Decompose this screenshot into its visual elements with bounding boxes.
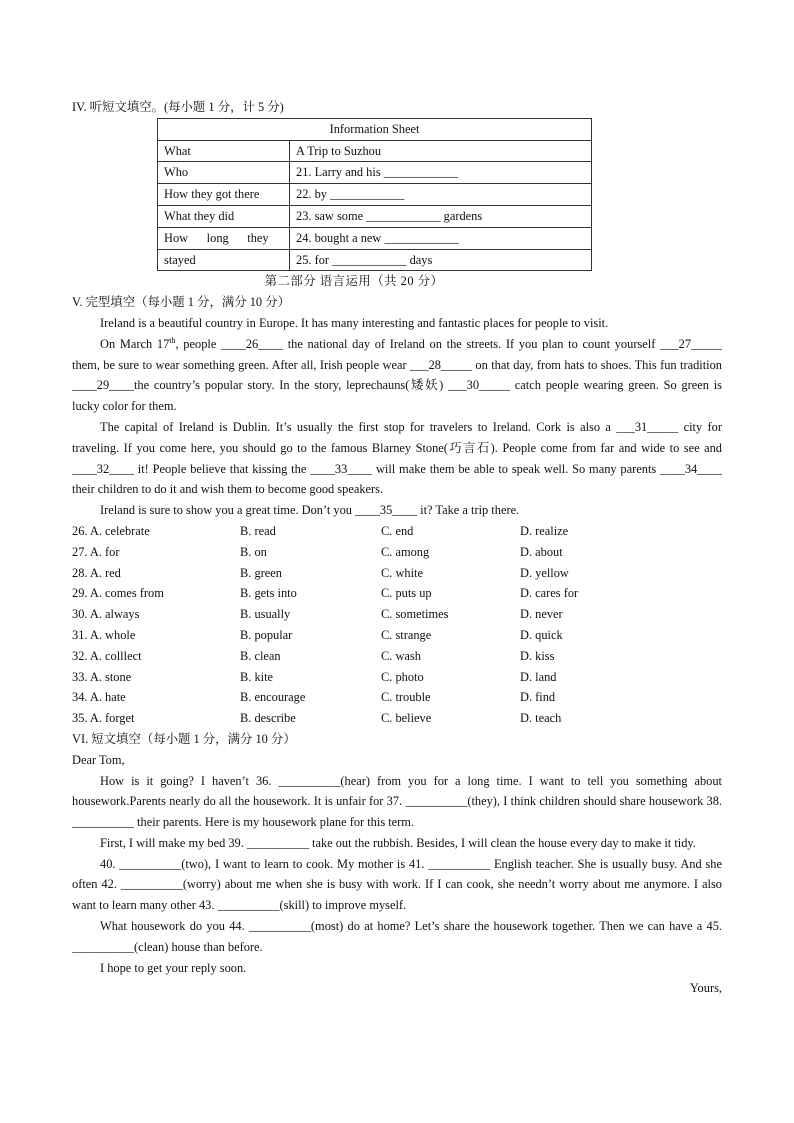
- section-6-title: VI. 短文填空（每小题 1 分，满分 10 分）: [72, 731, 296, 746]
- information-sheet-table: [157, 118, 592, 272]
- cloze-paragraph-3: The capital of Ireland is Dublin. It’s usually the first stop for travelers to Ireland. Cork is also a ___31_____ city for traveling. If you come here, you should go to the famous Blarney Stone(巧言石). People come from far and wide to see and ____32____ it! People believe that kissing the ____33____ will make them be able to speak well. So many parents ____34____ their children to do it and wish them to become good speakers.: [72, 419, 722, 497]
- table-row: [158, 184, 592, 206]
- letter-paragraph-4: What housework do you 44. __________(most) do at home? Let’s share the housework together. Then we can have a 45. __________(clean) house than before.: [72, 919, 722, 954]
- letter-paragraph-1: How is it going? I haven’t 36. __________(hear) from you for a long time. I want to tell you something about housework.Parents nearly do all the housework. It is unfair for 37. __________(they), I think children should share housework 38. __________ their parents. Here is my housework plane for this term.: [72, 773, 722, 830]
- table-header: Information Sheet: [158, 118, 592, 140]
- option: C. trouble: [381, 690, 431, 705]
- table-row: [158, 227, 592, 249]
- option: B. usually: [240, 607, 291, 622]
- letter-closing: Yours,: [689, 981, 722, 996]
- table-cell-value: 22. by ____________: [290, 184, 592, 206]
- letter-greeting: Dear Tom,: [72, 752, 125, 767]
- option: B. read: [240, 523, 276, 538]
- option: C. among: [381, 544, 430, 559]
- option: D. cares for: [520, 586, 579, 601]
- option: 34. A. hate: [72, 690, 126, 705]
- option: D. never: [520, 607, 563, 622]
- option: C. end: [381, 523, 414, 538]
- option: C. photo: [381, 669, 424, 684]
- option: 30. A. always: [72, 607, 140, 622]
- cloze-paragraph-2-start: On March 17: [100, 336, 170, 351]
- option: B. green: [240, 565, 282, 580]
- option: D. realize: [520, 523, 569, 538]
- option: C. puts up: [381, 586, 432, 601]
- option: C. white: [381, 565, 423, 580]
- cloze-options: [72, 521, 722, 729]
- part-2-title: 第二部分 语言运用（共 20 分）: [264, 274, 444, 289]
- cloze-paragraph-1: Ireland is a beautiful country in Europe. It has many interesting and fantastic places for people to visit.: [100, 315, 609, 330]
- table-cell-value: 21. Larry and his ____________: [290, 162, 592, 184]
- cloze-paragraph-4: Ireland is sure to show you a great time. Don’t you ____35____ it? Take a trip there.: [100, 503, 520, 518]
- option: D. about: [520, 544, 563, 559]
- section-5-title: V. 完型填空（每小题 1 分，满分 10 分）: [72, 295, 290, 310]
- cloze-paragraph-2: [72, 334, 722, 417]
- option: C. sometimes: [381, 607, 449, 622]
- ordinal-suffix: th: [169, 335, 176, 345]
- table-cell-value: 23. saw some ____________ gardens: [290, 205, 592, 227]
- option: 32. A. colllect: [72, 648, 142, 663]
- option: 29. A. comes from: [72, 586, 164, 601]
- table-row: [158, 140, 592, 162]
- section-4-title: IV. 听短文填空。(每小题 1 分，计 5 分): [72, 100, 284, 114]
- option: 31. A. whole: [72, 627, 136, 642]
- table-row: [158, 162, 592, 184]
- option: B. encourage: [240, 690, 306, 705]
- option: 26. A. celebrate: [72, 523, 150, 538]
- option: D. land: [520, 669, 557, 684]
- option: B. describe: [240, 711, 296, 726]
- table-cell-key: Who: [158, 162, 290, 184]
- table-row: [158, 249, 592, 271]
- option: 33. A. stone: [72, 669, 132, 684]
- option: B. on: [240, 544, 267, 559]
- letter-paragraph-3: 40. __________(two), I want to learn to cook. My mother is 41. __________ English teacher. She is usually busy. And she often 42. __________(worry) about me when she is busy with work. If I can cook, she needn’t worry about me anymore. I also want to learn many other 43. __________(skill) to improve myself.: [72, 856, 722, 913]
- option: 28. A. red: [72, 565, 121, 580]
- option: D. teach: [520, 711, 562, 726]
- option: D. find: [520, 690, 556, 705]
- table-cell-key: How long they: [158, 227, 290, 249]
- option: B. popular: [240, 627, 293, 642]
- table-cell-key: How they got there: [158, 184, 290, 206]
- table-cell-key: What: [158, 140, 290, 162]
- option: D. yellow: [520, 565, 569, 580]
- option: C. strange: [381, 627, 432, 642]
- option: C. wash: [381, 648, 421, 663]
- exam-page: [72, 97, 722, 999]
- table-cell-key: What they did: [158, 205, 290, 227]
- option: D. quick: [520, 627, 563, 642]
- table-cell-key: stayed: [158, 249, 290, 271]
- option: C. believe: [381, 711, 432, 726]
- option: D. kiss: [520, 648, 555, 663]
- option: 27. A. for: [72, 544, 120, 559]
- option: 35. A. forget: [72, 711, 135, 726]
- option: B. gets into: [240, 586, 297, 601]
- option: B. kite: [240, 669, 274, 684]
- table-cell-value: 24. bought a new ____________: [290, 227, 592, 249]
- letter-paragraph-5: I hope to get your reply soon.: [100, 960, 247, 975]
- table-row: [158, 205, 592, 227]
- table-cell-value: A Trip to Suzhou: [290, 140, 592, 162]
- cloze-paragraph-2-rest: , people ____26____ the national day of Ireland on the streets. If you plan to count yourself ___27_____ them, be sure to wear something green. After all, Irish people wear ___28_____ on that day, from hats to shoes. This fun tradition ____29____the country’s popular story. In the story, leprechauns(矮妖) ___30_____ catch people wearing green. So green is lucky color for them.: [72, 336, 722, 414]
- letter-paragraph-2: First, I will make my bed 39. __________ take out the rubbish. Besides, I will clean the house every day to make it tidy.: [100, 835, 696, 850]
- table-cell-value: 25. for ____________ days: [290, 249, 592, 271]
- option: B. clean: [240, 648, 281, 663]
